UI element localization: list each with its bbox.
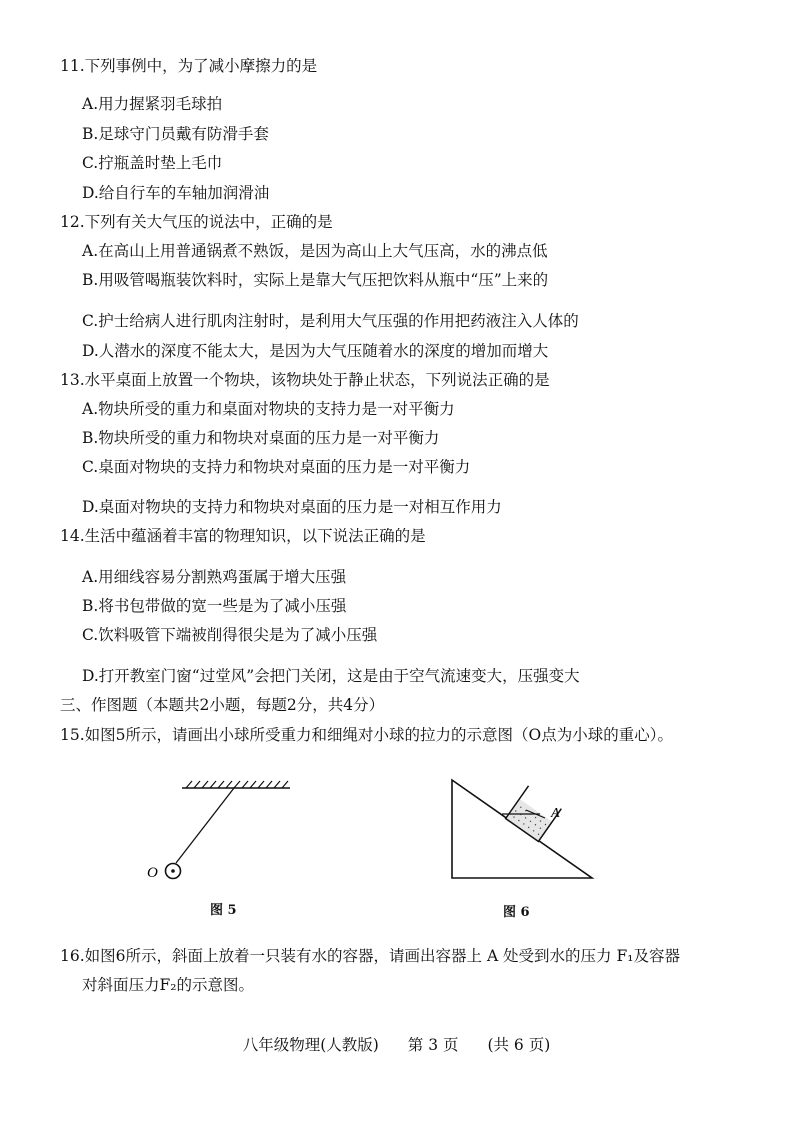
question-13-option-c: C.桌面对物块的支持力和物块对桌面的压力是一对平衡力 — [82, 458, 471, 476]
string-line — [176, 788, 234, 863]
question-12-option-c: C.护士给病人进行肌肉注射时，是利用大气压强的作用把药液注入人体的 — [82, 312, 579, 330]
question-11-option-b: B.足球守门员戴有防滑手套 — [82, 125, 269, 143]
figure-5-caption: 图 5 — [210, 903, 237, 918]
question-14-option-c: C.饮料吸管下端被削得很尖是为了减小压强 — [82, 626, 378, 644]
figure-6-caption: 图 6 — [503, 905, 530, 920]
point-o-label: O — [147, 865, 158, 881]
question-14-option-b: B.将书包带做的宽一些是为了减小压强 — [82, 597, 347, 615]
footer-page-number: 第 3 页 — [407, 1036, 459, 1054]
figure-6-incline — [444, 772, 614, 884]
question-11-stem: 11.下列事例中，为了减小摩擦力的是 — [60, 57, 318, 75]
question-14-stem: 14.生活中蕴涵着丰富的物理知识，以下说法正确的是 — [60, 527, 426, 545]
question-12-option-d: D.人潜水的深度不能太大，是因为大气压随着水的深度的增加而增大 — [82, 342, 549, 360]
ceiling-hatching — [186, 781, 288, 788]
point-a-label: A — [551, 806, 560, 821]
question-14-option-d: D.打开教室门窗“过堂风”会把门关闭，这是由于空气流速变大，压强变大 — [82, 667, 580, 685]
question-13-option-b: B.物块所受的重力和物块对桌面的压力是一对平衡力 — [82, 429, 440, 447]
question-16-stem-line-2: 对斜面压力F₂的示意图。 — [82, 976, 254, 994]
question-13-stem: 13.水平桌面上放置一个物块，该物块处于静止状态，下列说法正确的是 — [60, 371, 550, 389]
question-12-stem: 12.下列有关大气压的说法中，正确的是 — [60, 213, 333, 231]
question-11-option-a: A.用力握紧羽毛球拍 — [82, 95, 223, 113]
section-3-heading: 三、作图题（本题共2小题，每题2分，共4分） — [60, 696, 385, 714]
question-15-stem: 15.如图5所示，请画出小球所受重力和细绳对小球的拉力的示意图（O点为小球的重心）。 — [60, 726, 673, 744]
question-12-option-b: B.用吸管喝瓶装饮料时，实际上是靠大气压把饮料从瓶中“压”上来的 — [82, 271, 549, 289]
ball-center-dot — [171, 869, 175, 873]
question-11-option-c: C.拧瓶盖时垫上毛巾 — [82, 154, 223, 172]
figure-5-pendulum — [140, 780, 340, 900]
question-13-option-a: A.物块所受的重力和桌面对物块的支持力是一对平衡力 — [82, 400, 455, 418]
question-12-option-a: A.在高山上用普通锅煮不熟饭，是因为高山上大气压高，水的沸点低 — [82, 242, 548, 260]
question-13-option-d: D.桌面对物块的支持力和物块对桌面的压力是一对相互作用力 — [82, 498, 502, 516]
question-16-stem-line-1: 16.如图6所示，斜面上放着一只装有水的容器，请画出容器上 A 处受到水的压力 F₁及容器 — [60, 947, 680, 965]
footer-subject: 八年级物理(人教版) — [242, 1036, 379, 1054]
question-11-option-d: D.给自行车的车轴加润滑油 — [82, 184, 270, 202]
page-footer — [0, 1033, 793, 1055]
question-14-option-a: A.用细线容易分割熟鸡蛋属于增大压强 — [82, 568, 347, 586]
footer-page-total: (共 6 页) — [487, 1036, 551, 1054]
